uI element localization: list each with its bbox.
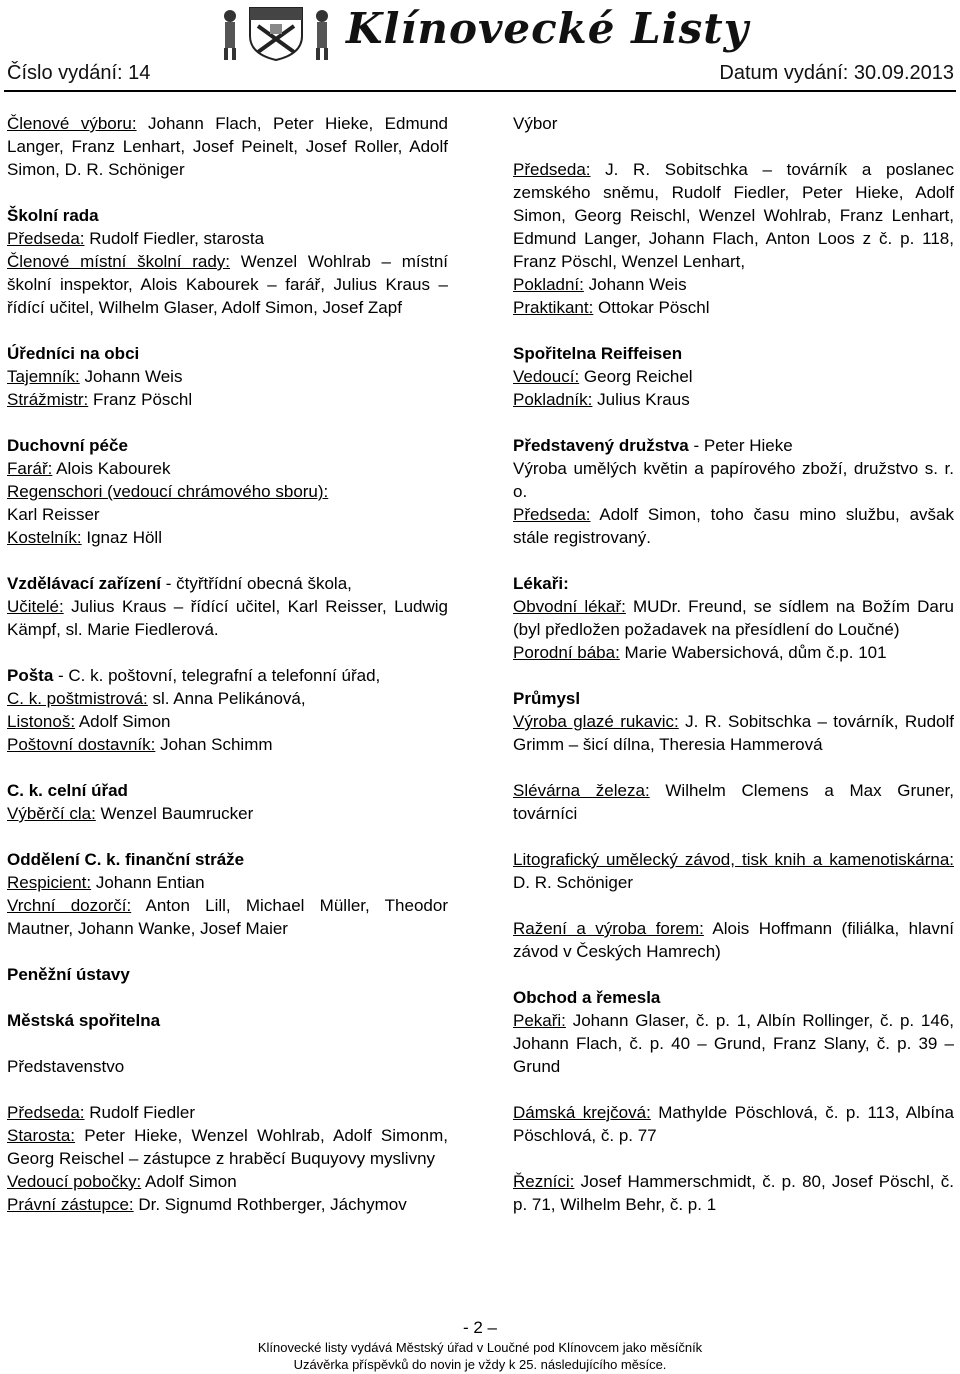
label: Farář:	[7, 459, 53, 478]
post-heading: Pošta	[7, 666, 54, 685]
text: MUDr. Freund, se sídlem na Božím Daru (byl předložen požadavek na přesídlení do Loučné)	[513, 597, 954, 639]
label: Ražení a výroba forem:	[513, 919, 704, 938]
text: Dr. Signumd Rothberger, Jáchymov	[133, 1195, 407, 1214]
education-heading: Vzdělávací zařízení	[7, 574, 162, 593]
coop-heading: Představený družstva	[513, 436, 689, 455]
deadline-note: Uzávěrka příspěvků do novin je vždy k 25. následujícího měsíce.	[293, 1357, 667, 1372]
postmistress	[7, 687, 448, 710]
label: Řezníci:	[513, 1172, 575, 1191]
label: Regenschori (vedoucí chrámového sboru):	[7, 482, 329, 501]
cashier	[513, 273, 954, 296]
text: Julius Kraus – řídící učitel, Karl Reisser, Ludwig Kämpf, sl. Marie Fiedlerová.	[7, 597, 448, 639]
foundry	[513, 779, 954, 825]
school-chair	[7, 227, 448, 250]
label: Předseda:	[513, 160, 591, 179]
text: sl. Anna Pelikánová,	[147, 689, 306, 708]
label: Členové výboru:	[7, 114, 137, 133]
label: Členové místní školní rady:	[7, 252, 231, 271]
label: Výroba glazé rukavic:	[513, 712, 679, 731]
text: Wenzel Baumrucker	[95, 804, 254, 823]
text: Marie Wabersichová, dům č.p. 101	[619, 643, 887, 662]
raiffeisen-head	[513, 365, 954, 388]
district-doctor	[513, 595, 954, 641]
trainee	[513, 296, 954, 319]
label: Porodní bába:	[513, 643, 620, 662]
committee-members	[7, 112, 448, 181]
text: Peter Hieke, Wenzel Wohlrab, Adolf Simonm, Georg Reischel – zástupce z hraběcí Buquyovy myslivny	[7, 1126, 448, 1168]
text: Adolf Simon	[75, 712, 171, 731]
text: Mathylde Pöschlová, č. p. 113, Albína Pöschlová, č. p. 77	[513, 1103, 954, 1145]
label: Poštovní dostavník:	[7, 735, 156, 754]
publisher-note: Klínovecké listy vydává Městský úřad v Loučné pod Klínovcem jako měsíčník	[257, 1340, 703, 1355]
text: Josef Hammerschmidt, č. p. 80, Josef Pöschl, č. p. 71, Wilhelm Behr, č. p. 1	[513, 1172, 954, 1214]
post-office	[7, 664, 448, 687]
text: Anton Lill, Michael Müller, Theodor Mautner, Johann Wanke, Josef Maier	[7, 896, 448, 938]
lithography	[513, 848, 954, 894]
label: Výběrčí cla:	[7, 804, 96, 823]
courier	[7, 733, 448, 756]
text: - C. k. poštovní, telegrafní a telefonní úřad,	[53, 666, 381, 685]
label: Vrchní dozorčí:	[7, 896, 132, 915]
label: Litografický umělecký závod, tisk knih a kamenotiskárna:	[513, 850, 954, 869]
board-label: Představenstvo	[7, 1057, 125, 1076]
respicient	[7, 871, 448, 894]
committee-word: Výbor	[513, 114, 558, 133]
text: Johann Weis	[583, 275, 687, 294]
mould-maker	[513, 917, 954, 963]
doctors-heading: Lékaři:	[513, 574, 569, 593]
school-board-heading: Školní rada	[7, 206, 99, 225]
label: Obvodní lékař:	[513, 597, 626, 616]
bakers	[513, 1009, 954, 1078]
text: J. R. Sobitschka – továrník a poslanec zemského sněmu, Rudolf Fiedler, Peter Hieke, Adolf Simon, Georg Reischl, Wenzel Wohlrab, Franz Lenhart, Edmund Langer, Johann Flach, Anton Loos z č. p. 118, Franz Pöschl, Wenzel Lenhart,	[513, 160, 954, 271]
text: Johann Entian	[91, 873, 205, 892]
text: Wenzel Wohlrab – místní školní inspektor, Alois Kabourek – farář, Julius Kraus – řídící učitel, Wilhelm Glaser, Adolf Simon, Josef Zapf	[7, 252, 448, 317]
industry-heading: Průmysl	[513, 689, 581, 708]
coop	[513, 434, 954, 457]
text: Rudolf Fiedler	[84, 1103, 196, 1122]
label: Kostelník:	[7, 528, 82, 547]
text: Alois Kabourek	[52, 459, 171, 478]
coop-description: Výroba umělých květin a papírového zboží, družstvo s. r. o.	[513, 459, 954, 501]
label: C. k. poštmistrová:	[7, 689, 148, 708]
customs-heading: C. k. celní úřad	[7, 781, 128, 800]
header-divider	[4, 90, 956, 92]
spiritual-heading: Duchovní péče	[7, 436, 128, 455]
right-column	[513, 112, 954, 1216]
text: Georg Reichel	[579, 367, 693, 386]
town-coat-of-arms-logo	[218, 2, 334, 62]
text: - čtyřtřídní obecná škola,	[161, 574, 352, 593]
text: Ignaz Höll	[81, 528, 162, 547]
label: Předseda:	[513, 505, 591, 524]
legal-rep	[7, 1193, 448, 1216]
text: - Peter Hieke	[688, 436, 793, 455]
committee-chair	[513, 158, 954, 273]
masthead	[0, 0, 960, 96]
label: Vedoucí pobočky:	[7, 1172, 142, 1191]
secretary	[7, 365, 448, 388]
overseer	[7, 894, 448, 940]
glove-maker	[513, 710, 954, 756]
label: Starosta:	[7, 1126, 76, 1145]
text: Wilhelm Clemens a Max Gruner, továrníci	[513, 781, 954, 823]
choir-leader	[7, 480, 448, 503]
priest	[7, 457, 448, 480]
label: Dámská krejčová:	[513, 1103, 651, 1122]
treasurer	[513, 388, 954, 411]
label: Pokladní:	[513, 275, 584, 294]
mayor	[7, 1124, 448, 1170]
tailor	[513, 1101, 954, 1147]
teachers	[7, 595, 448, 641]
issue-date: Datum vydání: 30.09.2013	[719, 62, 954, 84]
text: J. R. Sobitschka – továrník, Rudolf Grimm – šicí dílna, Theresia Hammerová	[513, 712, 954, 754]
trade-heading: Obchod a řemesla	[513, 988, 661, 1007]
label: Právní zástupce:	[7, 1195, 134, 1214]
text: Adolf Simon	[141, 1172, 237, 1191]
label: Praktikant:	[513, 298, 594, 317]
text: Johann Glaser, č. p. 1, Albín Rollinger, č. p. 146, Johann Flach, č. p. 40 – Grund, Franz Slany, č. p. 39 – Grund	[513, 1011, 954, 1076]
text: Alois Hoffmann (filiálka, hlavní závod v Českých Hamrech)	[513, 919, 954, 961]
constable	[7, 388, 448, 411]
label: Pekaři:	[513, 1011, 566, 1030]
sexton	[7, 526, 448, 549]
page-number: - 2 –	[462, 1318, 498, 1337]
newspaper-title: Klínovecké Listy	[346, 4, 750, 53]
text: Rudolf Fiedler, starosta	[84, 229, 265, 248]
label: Předseda:	[7, 1103, 85, 1122]
savings-heading: Městská spořitelna	[7, 1011, 161, 1030]
text: Julius Kraus	[592, 390, 690, 409]
label: Učitelé:	[7, 597, 64, 616]
branch-head	[7, 1170, 448, 1193]
choir-leader-name: Karl Reisser	[7, 505, 100, 524]
label: Tajemník:	[7, 367, 80, 386]
butchers	[513, 1170, 954, 1216]
coop-chair	[513, 503, 954, 549]
label: Pokladník:	[513, 390, 593, 409]
school-members	[7, 250, 448, 319]
text: Ottokar Pöschl	[593, 298, 710, 317]
finance-heading: Oddělení C. k. finanční stráže	[7, 850, 245, 869]
label: Listonoš:	[7, 712, 76, 731]
text: Johann Flach, Peter Hieke, Edmund Langer, Franz Lenhart, Josef Peinelt, Josef Roller, Adolf Simon, D. R. Schöniger	[7, 114, 449, 179]
text: Franz Pöschl	[88, 390, 193, 409]
left-column	[7, 112, 448, 1216]
raiffeisen-heading: Spořitelna Reiffeisen	[513, 344, 683, 363]
text: D. R. Schöniger	[513, 873, 633, 892]
text: Johan Schimm	[155, 735, 273, 754]
label: Předseda:	[7, 229, 85, 248]
money-heading: Peněžní ústavy	[7, 965, 130, 984]
label: Strážmistr:	[7, 390, 89, 409]
label: Respicient:	[7, 873, 92, 892]
customs-collector	[7, 802, 448, 825]
text: Johann Weis	[79, 367, 183, 386]
officials-heading: Úředníci na obci	[7, 344, 140, 363]
savings-chair	[7, 1101, 448, 1124]
issue-number: Číslo vydání: 14	[7, 62, 151, 84]
label: Vedoucí:	[513, 367, 580, 386]
label: Slévárna železa:	[513, 781, 650, 800]
midwife	[513, 641, 954, 664]
postman	[7, 710, 448, 733]
education	[7, 572, 448, 595]
text: Adolf Simon, toho času mino službu, avšak stále registrovaný.	[513, 505, 954, 547]
